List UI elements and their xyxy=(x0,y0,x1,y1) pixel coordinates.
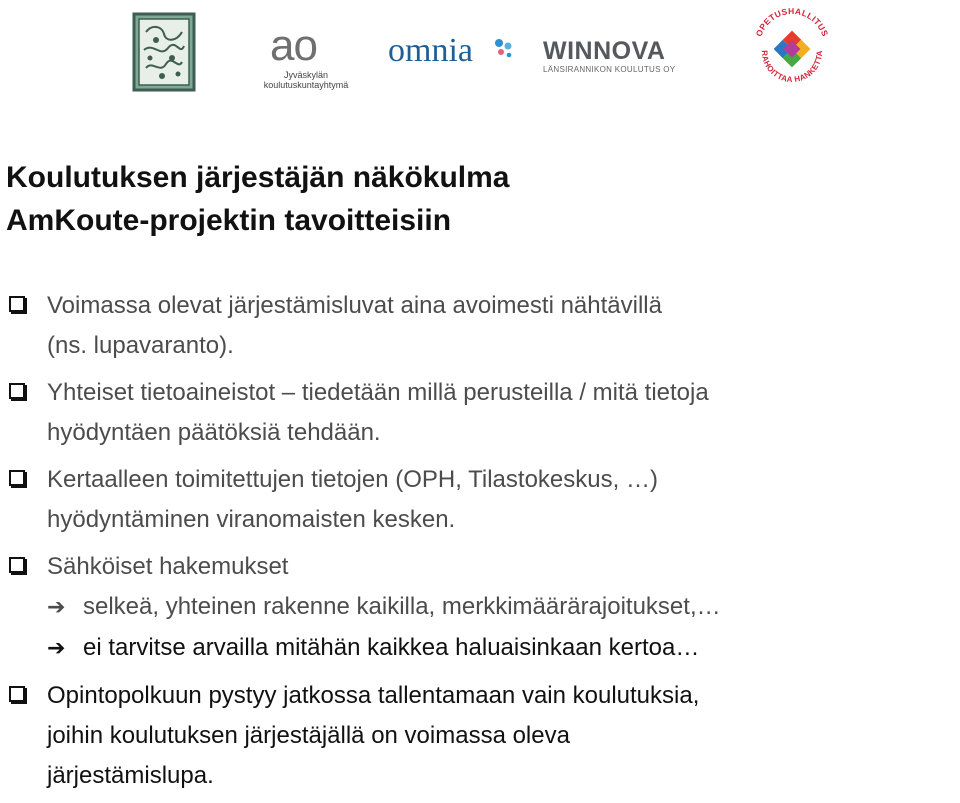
omnia-dots-icon xyxy=(491,36,515,60)
bullet-line: Opintopolkuun pystyy jatkossa tallentamaan vain koulutuksia, xyxy=(47,682,700,709)
bullet-item xyxy=(0,373,960,453)
checkbox-icon xyxy=(9,557,25,573)
opetushallitus-logo xyxy=(752,6,832,90)
bullet-line: hyödyntäminen viranomaisten kesken. xyxy=(47,506,456,533)
bullet-item xyxy=(0,460,960,540)
checkbox-icon xyxy=(9,296,25,312)
checkbox-icon xyxy=(9,383,25,399)
checkbox-icon xyxy=(9,470,25,486)
omnia-wordmark: omnia xyxy=(388,32,473,69)
bullet-line: Yhteiset tietoaineistot – tiedetään millä perusteilla / mitä tietoja xyxy=(47,379,709,406)
subpoint xyxy=(47,587,960,628)
oph-bottom-text: RAHOITTAA HANKETTA xyxy=(759,50,825,85)
bullet-list xyxy=(0,286,960,803)
logo-strip xyxy=(0,0,960,100)
subpoint-text: selkeä, yhteinen rakenne kaikilla, merkkimäärärajoitukset,… xyxy=(83,593,721,620)
bullet-line: (ns. lupavaranto). xyxy=(47,332,234,359)
ao-logo-mark: ao xyxy=(270,21,317,70)
subpoint xyxy=(47,628,960,669)
seal-logo xyxy=(132,12,196,92)
winnova-logo xyxy=(543,38,693,78)
bullet-line: Voimassa olevat järjestämisluvat aina avoimesti nähtävillä xyxy=(47,292,662,319)
bullet-item xyxy=(0,286,960,366)
bullet-line: Kertaalleen toimitettujen tietojen (OPH, Tilastokeskus, …) xyxy=(47,466,658,493)
winnova-wordmark: WINNOVA xyxy=(543,37,666,65)
slide-title-line2: AmKoute-projektin tavoitteisiin xyxy=(6,204,452,237)
bullet-line: järjestämislupa. xyxy=(47,762,214,789)
slide-title xyxy=(6,156,509,242)
bullet-line: joihin koulutuksen järjestäjällä on voimassa oleva xyxy=(47,722,570,749)
slide-title-line1: Koulutuksen järjestäjän näkökulma xyxy=(6,161,510,194)
subpoint-text: ei tarvitse arvailla mitähän kaikkea haluaisinkaan kertoa… xyxy=(83,634,700,661)
oph-diamond-icon xyxy=(774,31,811,68)
ao-logo-line2: koulutuskuntayhtymä xyxy=(263,80,349,90)
checkbox-icon xyxy=(9,686,25,702)
oph-top-text: OPETUSHALLITUS xyxy=(753,6,831,38)
right-arrow-icon: ➔ xyxy=(47,636,66,661)
bullet-line: Sähköiset hakemukset xyxy=(47,553,289,580)
right-arrow-icon: ➔ xyxy=(47,595,66,620)
bullet-item xyxy=(0,676,960,796)
ao-logo-line1: Jyväskylän xyxy=(283,70,328,80)
omnia-logo xyxy=(388,34,518,70)
winnova-subtitle: LÄNSIRANNIKON KOULUTUS OY xyxy=(543,65,676,74)
jyvaskyla-koulutuskuntayhtyma-logo xyxy=(256,21,356,90)
bullet-item xyxy=(0,547,960,669)
bullet-line: hyödyntäen päätöksiä tehdään. xyxy=(47,419,381,446)
